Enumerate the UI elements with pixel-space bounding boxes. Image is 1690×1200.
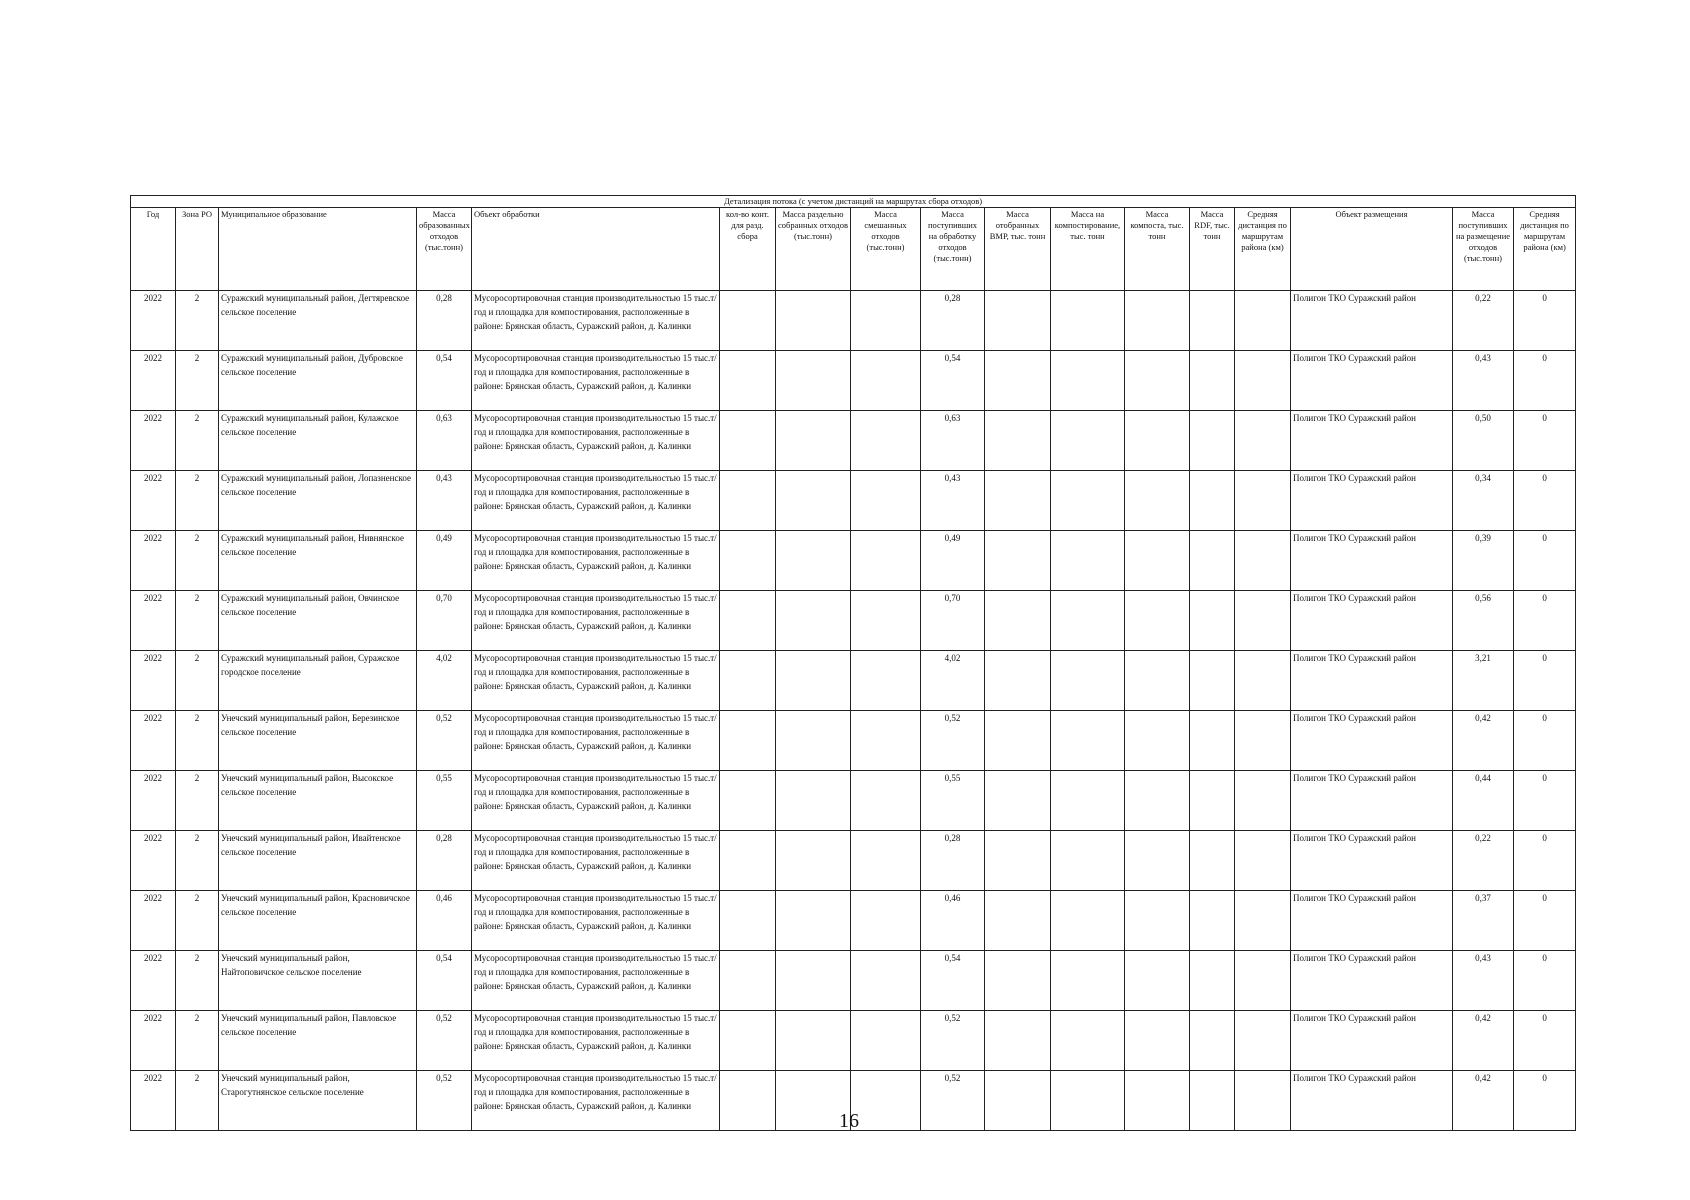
cell-placement-object: Полигон ТКО Суражский район	[1291, 531, 1453, 591]
cell-year: 2022	[131, 651, 176, 711]
cell-mass-compost	[1125, 651, 1190, 711]
cell-mass-compost	[1125, 771, 1190, 831]
page-number: 16	[839, 1110, 859, 1132]
header-mass-to-placement: Масса поступивших на размещение отходов (тыс.тонн)	[1453, 208, 1514, 291]
cell-mass-composting	[1051, 591, 1125, 651]
table-row	[131, 651, 1576, 711]
cell-mass-formed: 0,52	[417, 1071, 472, 1131]
cell-mass-to-placement: 3,21	[1453, 651, 1514, 711]
cell-avg-distance-district	[1235, 1071, 1291, 1131]
cell-mass-to-placement: 0,43	[1453, 951, 1514, 1011]
cell-avg-distance: 0	[1514, 471, 1576, 531]
cell-zone: 2	[176, 831, 219, 891]
cell-placement-object: Полигон ТКО Суражский район	[1291, 951, 1453, 1011]
cell-mass-rdf	[1190, 291, 1235, 351]
cell-containers	[720, 351, 776, 411]
cell-containers	[720, 291, 776, 351]
cell-municipality: Суражский муниципальный район, Лопазненское сельское поселение	[219, 471, 417, 531]
cell-mass-vmr	[985, 951, 1051, 1011]
cell-zone: 2	[176, 291, 219, 351]
cell-zone: 2	[176, 411, 219, 471]
cell-mass-separate	[776, 531, 851, 591]
cell-mass-to-placement: 0,42	[1453, 1011, 1514, 1071]
cell-mass-mixed	[851, 711, 921, 771]
cell-municipality: Унечский муниципальный район, Павловское сельское поселение	[219, 1011, 417, 1071]
cell-year: 2022	[131, 1011, 176, 1071]
cell-mass-formed: 0,43	[417, 471, 472, 531]
cell-processing-object: Мусоросортировочная станция производительностью 15 тыс.т/год и площадка для компостирования, расположенные в районе: Брянская область, Суражский район, д. Калинки	[472, 531, 720, 591]
cell-mass-to-processing: 0,54	[921, 951, 985, 1011]
cell-mass-rdf	[1190, 711, 1235, 771]
cell-avg-distance-district	[1235, 471, 1291, 531]
cell-processing-object: Мусоросортировочная станция производительностью 15 тыс.т/год и площадка для компостирования, расположенные в районе: Брянская область, Суражский район, д. Калинки	[472, 1011, 720, 1071]
table-row	[131, 591, 1576, 651]
cell-mass-separate	[776, 291, 851, 351]
cell-mass-mixed	[851, 1011, 921, 1071]
cell-processing-object: Мусоросортировочная станция производительностью 15 тыс.т/год и площадка для компостирования, расположенные в районе: Брянская область, Суражский район, д. Калинки	[472, 651, 720, 711]
cell-avg-distance: 0	[1514, 411, 1576, 471]
cell-processing-object: Мусоросортировочная станция производительностью 15 тыс.т/год и площадка для компостирования, расположенные в районе: Брянская область, Суражский район, д. Калинки	[472, 771, 720, 831]
cell-mass-formed: 0,52	[417, 711, 472, 771]
cell-mass-separate	[776, 831, 851, 891]
cell-processing-object: Мусоросортировочная станция производительностью 15 тыс.т/год и площадка для компостирования, расположенные в районе: Брянская область, Суражский район, д. Калинки	[472, 831, 720, 891]
cell-placement-object: Полигон ТКО Суражский район	[1291, 651, 1453, 711]
cell-mass-composting	[1051, 711, 1125, 771]
cell-mass-compost	[1125, 891, 1190, 951]
cell-mass-vmr	[985, 711, 1051, 771]
header-mass-to-processing: Масса поступивших на обработку отходов (тыс.тонн)	[921, 208, 985, 291]
cell-processing-object: Мусоросортировочная станция производительностью 15 тыс.т/год и площадка для компостирования, расположенные в районе: Брянская область, Суражский район, д. Калинки	[472, 591, 720, 651]
header-mass-mixed: Масса смешанных отходов (тыс.тонн)	[851, 208, 921, 291]
cell-containers	[720, 951, 776, 1011]
cell-placement-object: Полигон ТКО Суражский район	[1291, 591, 1453, 651]
cell-zone: 2	[176, 771, 219, 831]
cell-mass-separate	[776, 1011, 851, 1071]
cell-mass-mixed	[851, 591, 921, 651]
cell-mass-to-placement: 0,37	[1453, 891, 1514, 951]
header-mass-formed: Масса образованных отходов (тыс.тонн)	[417, 208, 472, 291]
cell-containers	[720, 1071, 776, 1131]
cell-mass-to-processing: 0,52	[921, 1071, 985, 1131]
cell-mass-to-placement: 0,42	[1453, 1071, 1514, 1131]
header-mass-vmr: Масса отобранных ВМР, тыс. тонн	[985, 208, 1051, 291]
cell-avg-distance: 0	[1514, 771, 1576, 831]
table-row	[131, 831, 1576, 891]
cell-containers	[720, 1011, 776, 1071]
cell-mass-mixed	[851, 891, 921, 951]
cell-mass-to-placement: 0,43	[1453, 351, 1514, 411]
cell-containers	[720, 891, 776, 951]
cell-mass-formed: 0,55	[417, 771, 472, 831]
cell-avg-distance: 0	[1514, 831, 1576, 891]
cell-avg-distance: 0	[1514, 291, 1576, 351]
cell-mass-formed: 0,52	[417, 1011, 472, 1071]
table-row	[131, 891, 1576, 951]
table-body	[131, 291, 1576, 1131]
cell-avg-distance-district	[1235, 891, 1291, 951]
cell-mass-mixed	[851, 531, 921, 591]
cell-mass-formed: 0,54	[417, 351, 472, 411]
cell-mass-compost	[1125, 471, 1190, 531]
cell-municipality: Суражский муниципальный район, Суражское городское поселение	[219, 651, 417, 711]
cell-mass-vmr	[985, 411, 1051, 471]
cell-mass-composting	[1051, 1011, 1125, 1071]
cell-avg-distance: 0	[1514, 891, 1576, 951]
cell-containers	[720, 831, 776, 891]
cell-year: 2022	[131, 831, 176, 891]
cell-municipality: Унечский муниципальный район, Красновичское сельское поселение	[219, 891, 417, 951]
cell-mass-to-processing: 0,46	[921, 891, 985, 951]
cell-avg-distance-district	[1235, 831, 1291, 891]
cell-mass-to-processing: 0,52	[921, 1011, 985, 1071]
cell-mass-composting	[1051, 411, 1125, 471]
cell-mass-composting	[1051, 291, 1125, 351]
cell-placement-object: Полигон ТКО Суражский район	[1291, 771, 1453, 831]
cell-mass-rdf	[1190, 1071, 1235, 1131]
cell-mass-formed: 0,54	[417, 951, 472, 1011]
cell-processing-object: Мусоросортировочная станция производительностью 15 тыс.т/год и площадка для компостирования, расположенные в районе: Брянская область, Суражский район, д. Калинки	[472, 1071, 720, 1131]
cell-mass-to-placement: 0,44	[1453, 771, 1514, 831]
cell-mass-rdf	[1190, 351, 1235, 411]
table-row	[131, 711, 1576, 771]
cell-mass-separate	[776, 471, 851, 531]
cell-mass-rdf	[1190, 591, 1235, 651]
cell-containers	[720, 651, 776, 711]
cell-year: 2022	[131, 891, 176, 951]
cell-mass-to-processing: 4,02	[921, 651, 985, 711]
header-mass-separate: Масса раздельно собранных отходов (тыс.тонн)	[776, 208, 851, 291]
cell-containers	[720, 411, 776, 471]
table-row	[131, 471, 1576, 531]
header-municipality: Муниципальное образование	[219, 208, 417, 291]
cell-avg-distance: 0	[1514, 591, 1576, 651]
cell-avg-distance: 0	[1514, 351, 1576, 411]
cell-avg-distance-district	[1235, 351, 1291, 411]
cell-avg-distance: 0	[1514, 651, 1576, 711]
cell-mass-composting	[1051, 531, 1125, 591]
cell-zone: 2	[176, 891, 219, 951]
cell-mass-separate	[776, 711, 851, 771]
table-row	[131, 411, 1576, 471]
cell-zone: 2	[176, 1071, 219, 1131]
cell-zone: 2	[176, 951, 219, 1011]
cell-avg-distance: 0	[1514, 1071, 1576, 1131]
cell-mass-separate	[776, 351, 851, 411]
cell-mass-mixed	[851, 411, 921, 471]
header-placement-object: Объект размещения	[1291, 208, 1453, 291]
cell-mass-composting	[1051, 831, 1125, 891]
cell-placement-object: Полигон ТКО Суражский район	[1291, 891, 1453, 951]
cell-mass-vmr	[985, 471, 1051, 531]
cell-mass-rdf	[1190, 831, 1235, 891]
cell-mass-compost	[1125, 591, 1190, 651]
cell-placement-object: Полигон ТКО Суражский район	[1291, 411, 1453, 471]
cell-municipality: Суражский муниципальный район, Дубровское сельское поселение	[219, 351, 417, 411]
cell-avg-distance-district	[1235, 411, 1291, 471]
cell-mass-vmr	[985, 1011, 1051, 1071]
cell-mass-mixed	[851, 831, 921, 891]
cell-mass-rdf	[1190, 531, 1235, 591]
cell-municipality: Суражский муниципальный район, Кулажское сельское поселение	[219, 411, 417, 471]
cell-municipality: Унечский муниципальный район, Ивайтенское сельское поселение	[219, 831, 417, 891]
cell-municipality: Суражский муниципальный район, Дегтяревское сельское поселение	[219, 291, 417, 351]
cell-zone: 2	[176, 651, 219, 711]
cell-mass-separate	[776, 651, 851, 711]
table-row	[131, 531, 1576, 591]
cell-year: 2022	[131, 711, 176, 771]
cell-mass-vmr	[985, 531, 1051, 591]
cell-placement-object: Полигон ТКО Суражский район	[1291, 831, 1453, 891]
cell-containers	[720, 711, 776, 771]
cell-mass-to-placement: 0,50	[1453, 411, 1514, 471]
cell-year: 2022	[131, 1071, 176, 1131]
cell-avg-distance: 0	[1514, 1011, 1576, 1071]
header-containers: кол-во конт. для разд. сбора	[720, 208, 776, 291]
cell-mass-compost	[1125, 831, 1190, 891]
cell-avg-distance: 0	[1514, 951, 1576, 1011]
cell-mass-separate	[776, 771, 851, 831]
table-row	[131, 771, 1576, 831]
cell-placement-object: Полигон ТКО Суражский район	[1291, 471, 1453, 531]
cell-mass-vmr	[985, 591, 1051, 651]
cell-mass-composting	[1051, 951, 1125, 1011]
cell-mass-separate	[776, 411, 851, 471]
cell-processing-object: Мусоросортировочная станция производительностью 15 тыс.т/год и площадка для компостирования, расположенные в районе: Брянская область, Суражский район, д. Калинки	[472, 411, 720, 471]
cell-placement-object: Полигон ТКО Суражский район	[1291, 291, 1453, 351]
cell-placement-object: Полигон ТКО Суражский район	[1291, 351, 1453, 411]
waste-flow-table	[130, 195, 1576, 1131]
cell-mass-separate	[776, 951, 851, 1011]
cell-year: 2022	[131, 771, 176, 831]
data-sheet	[130, 195, 1575, 1131]
cell-mass-rdf	[1190, 771, 1235, 831]
cell-mass-composting	[1051, 891, 1125, 951]
cell-placement-object: Полигон ТКО Суражский район	[1291, 1011, 1453, 1071]
cell-mass-rdf	[1190, 471, 1235, 531]
cell-mass-to-placement: 0,22	[1453, 831, 1514, 891]
cell-mass-mixed	[851, 351, 921, 411]
cell-mass-vmr	[985, 351, 1051, 411]
cell-avg-distance: 0	[1514, 531, 1576, 591]
header-mass-composting: Масса на компостирование, тыс. тонн	[1051, 208, 1125, 291]
cell-mass-vmr	[985, 891, 1051, 951]
cell-year: 2022	[131, 591, 176, 651]
cell-mass-composting	[1051, 1071, 1125, 1131]
cell-mass-compost	[1125, 951, 1190, 1011]
cell-mass-to-processing: 0,55	[921, 771, 985, 831]
cell-municipality: Унечский муниципальный район, Найтоповичское сельское поселение	[219, 951, 417, 1011]
cell-mass-formed: 0,70	[417, 591, 472, 651]
cell-mass-mixed	[851, 951, 921, 1011]
cell-mass-rdf	[1190, 651, 1235, 711]
cell-municipality: Унечский муниципальный район, Старогутнянское сельское поселение	[219, 1071, 417, 1131]
cell-mass-to-processing: 0,70	[921, 591, 985, 651]
cell-mass-separate	[776, 591, 851, 651]
cell-processing-object: Мусоросортировочная станция производительностью 15 тыс.т/год и площадка для компостирования, расположенные в районе: Брянская область, Суражский район, д. Калинки	[472, 291, 720, 351]
cell-avg-distance-district	[1235, 1011, 1291, 1071]
cell-avg-distance-district	[1235, 291, 1291, 351]
cell-processing-object: Мусоросортировочная станция производительностью 15 тыс.т/год и площадка для компостирования, расположенные в районе: Брянская область, Суражский район, д. Калинки	[472, 711, 720, 771]
cell-processing-object: Мусоросортировочная станция производительностью 15 тыс.т/год и площадка для компостирования, расположенные в районе: Брянская область, Суражский район, д. Калинки	[472, 891, 720, 951]
cell-mass-composting	[1051, 351, 1125, 411]
cell-mass-to-processing: 0,28	[921, 291, 985, 351]
header-zone: Зона РО	[176, 208, 219, 291]
cell-mass-composting	[1051, 471, 1125, 531]
cell-mass-rdf	[1190, 1011, 1235, 1071]
cell-mass-to-processing: 0,43	[921, 471, 985, 531]
cell-mass-rdf	[1190, 891, 1235, 951]
table-row	[131, 1011, 1576, 1071]
header-avg-distance-district: Средняя дистанция по маршрутам района (км)	[1235, 208, 1291, 291]
cell-mass-compost	[1125, 291, 1190, 351]
cell-mass-compost	[1125, 531, 1190, 591]
header-year: Год	[131, 208, 176, 291]
cell-zone: 2	[176, 591, 219, 651]
table-row	[131, 351, 1576, 411]
cell-mass-to-processing: 0,52	[921, 711, 985, 771]
cell-mass-vmr	[985, 831, 1051, 891]
cell-processing-object: Мусоросортировочная станция производительностью 15 тыс.т/год и площадка для компостирования, расположенные в районе: Брянская область, Суражский район, д. Калинки	[472, 351, 720, 411]
cell-zone: 2	[176, 711, 219, 771]
cell-avg-distance-district	[1235, 531, 1291, 591]
cell-mass-vmr	[985, 771, 1051, 831]
cell-mass-composting	[1051, 651, 1125, 711]
cell-mass-mixed	[851, 651, 921, 711]
cell-zone: 2	[176, 1011, 219, 1071]
cell-municipality: Унечский муниципальный район, Высокское сельское поселение	[219, 771, 417, 831]
cell-mass-to-placement: 0,39	[1453, 531, 1514, 591]
cell-placement-object: Полигон ТКО Суражский район	[1291, 1071, 1453, 1131]
cell-municipality: Унечский муниципальный район, Березинское сельское поселение	[219, 711, 417, 771]
cell-municipality: Суражский муниципальный район, Нивнянское сельское поселение	[219, 531, 417, 591]
cell-municipality: Суражский муниципальный район, Овчинское сельское поселение	[219, 591, 417, 651]
header-mass-compost: Масса компоста, тыс. тонн	[1125, 208, 1190, 291]
cell-mass-to-placement: 0,22	[1453, 291, 1514, 351]
cell-processing-object: Мусоросортировочная станция производительностью 15 тыс.т/год и площадка для компостирования, расположенные в районе: Брянская область, Суражский район, д. Калинки	[472, 471, 720, 531]
cell-mass-vmr	[985, 651, 1051, 711]
cell-containers	[720, 591, 776, 651]
cell-mass-formed: 0,46	[417, 891, 472, 951]
cell-zone: 2	[176, 471, 219, 531]
table-row	[131, 291, 1576, 351]
cell-mass-rdf	[1190, 411, 1235, 471]
cell-avg-distance-district	[1235, 651, 1291, 711]
cell-year: 2022	[131, 951, 176, 1011]
cell-year: 2022	[131, 351, 176, 411]
cell-mass-rdf	[1190, 951, 1235, 1011]
cell-year: 2022	[131, 411, 176, 471]
cell-avg-distance-district	[1235, 711, 1291, 771]
cell-mass-compost	[1125, 411, 1190, 471]
cell-mass-compost	[1125, 1011, 1190, 1071]
cell-avg-distance-district	[1235, 771, 1291, 831]
header-processing-object: Объект обработки	[472, 208, 720, 291]
cell-mass-separate	[776, 891, 851, 951]
header-mass-rdf: Масса RDF, тыс. тонн	[1190, 208, 1235, 291]
cell-mass-to-placement: 0,34	[1453, 471, 1514, 531]
cell-containers	[720, 531, 776, 591]
cell-containers	[720, 771, 776, 831]
cell-year: 2022	[131, 291, 176, 351]
cell-mass-compost	[1125, 351, 1190, 411]
cell-mass-vmr	[985, 291, 1051, 351]
cell-mass-to-processing: 0,49	[921, 531, 985, 591]
cell-containers	[720, 471, 776, 531]
header-avg-distance-routes: Средняя дистанция по маршрутам района (км)	[1514, 208, 1576, 291]
cell-mass-mixed	[851, 771, 921, 831]
cell-mass-compost	[1125, 1071, 1190, 1131]
cell-zone: 2	[176, 351, 219, 411]
cell-mass-composting	[1051, 771, 1125, 831]
cell-mass-vmr	[985, 1071, 1051, 1131]
cell-mass-to-placement: 0,42	[1453, 711, 1514, 771]
table-caption: Детализация потока (с учетом дистанций на маршрутах сбора отходов)	[131, 196, 1576, 208]
cell-mass-to-processing: 0,63	[921, 411, 985, 471]
cell-year: 2022	[131, 471, 176, 531]
cell-mass-to-processing: 0,54	[921, 351, 985, 411]
cell-mass-compost	[1125, 711, 1190, 771]
cell-mass-mixed	[851, 471, 921, 531]
table-row	[131, 951, 1576, 1011]
cell-avg-distance-district	[1235, 951, 1291, 1011]
cell-avg-distance-district	[1235, 591, 1291, 651]
cell-year: 2022	[131, 531, 176, 591]
cell-avg-distance: 0	[1514, 711, 1576, 771]
cell-mass-to-placement: 0,56	[1453, 591, 1514, 651]
cell-mass-formed: 0,63	[417, 411, 472, 471]
cell-processing-object: Мусоросортировочная станция производительностью 15 тыс.т/год и площадка для компостирования, расположенные в районе: Брянская область, Суражский район, д. Калинки	[472, 951, 720, 1011]
cell-mass-formed: 4,02	[417, 651, 472, 711]
cell-placement-object: Полигон ТКО Суражский район	[1291, 711, 1453, 771]
cell-mass-to-processing: 0,28	[921, 831, 985, 891]
cell-mass-mixed	[851, 291, 921, 351]
cell-mass-formed: 0,28	[417, 831, 472, 891]
cell-mass-formed: 0,28	[417, 291, 472, 351]
cell-mass-formed: 0,49	[417, 531, 472, 591]
cell-zone: 2	[176, 531, 219, 591]
